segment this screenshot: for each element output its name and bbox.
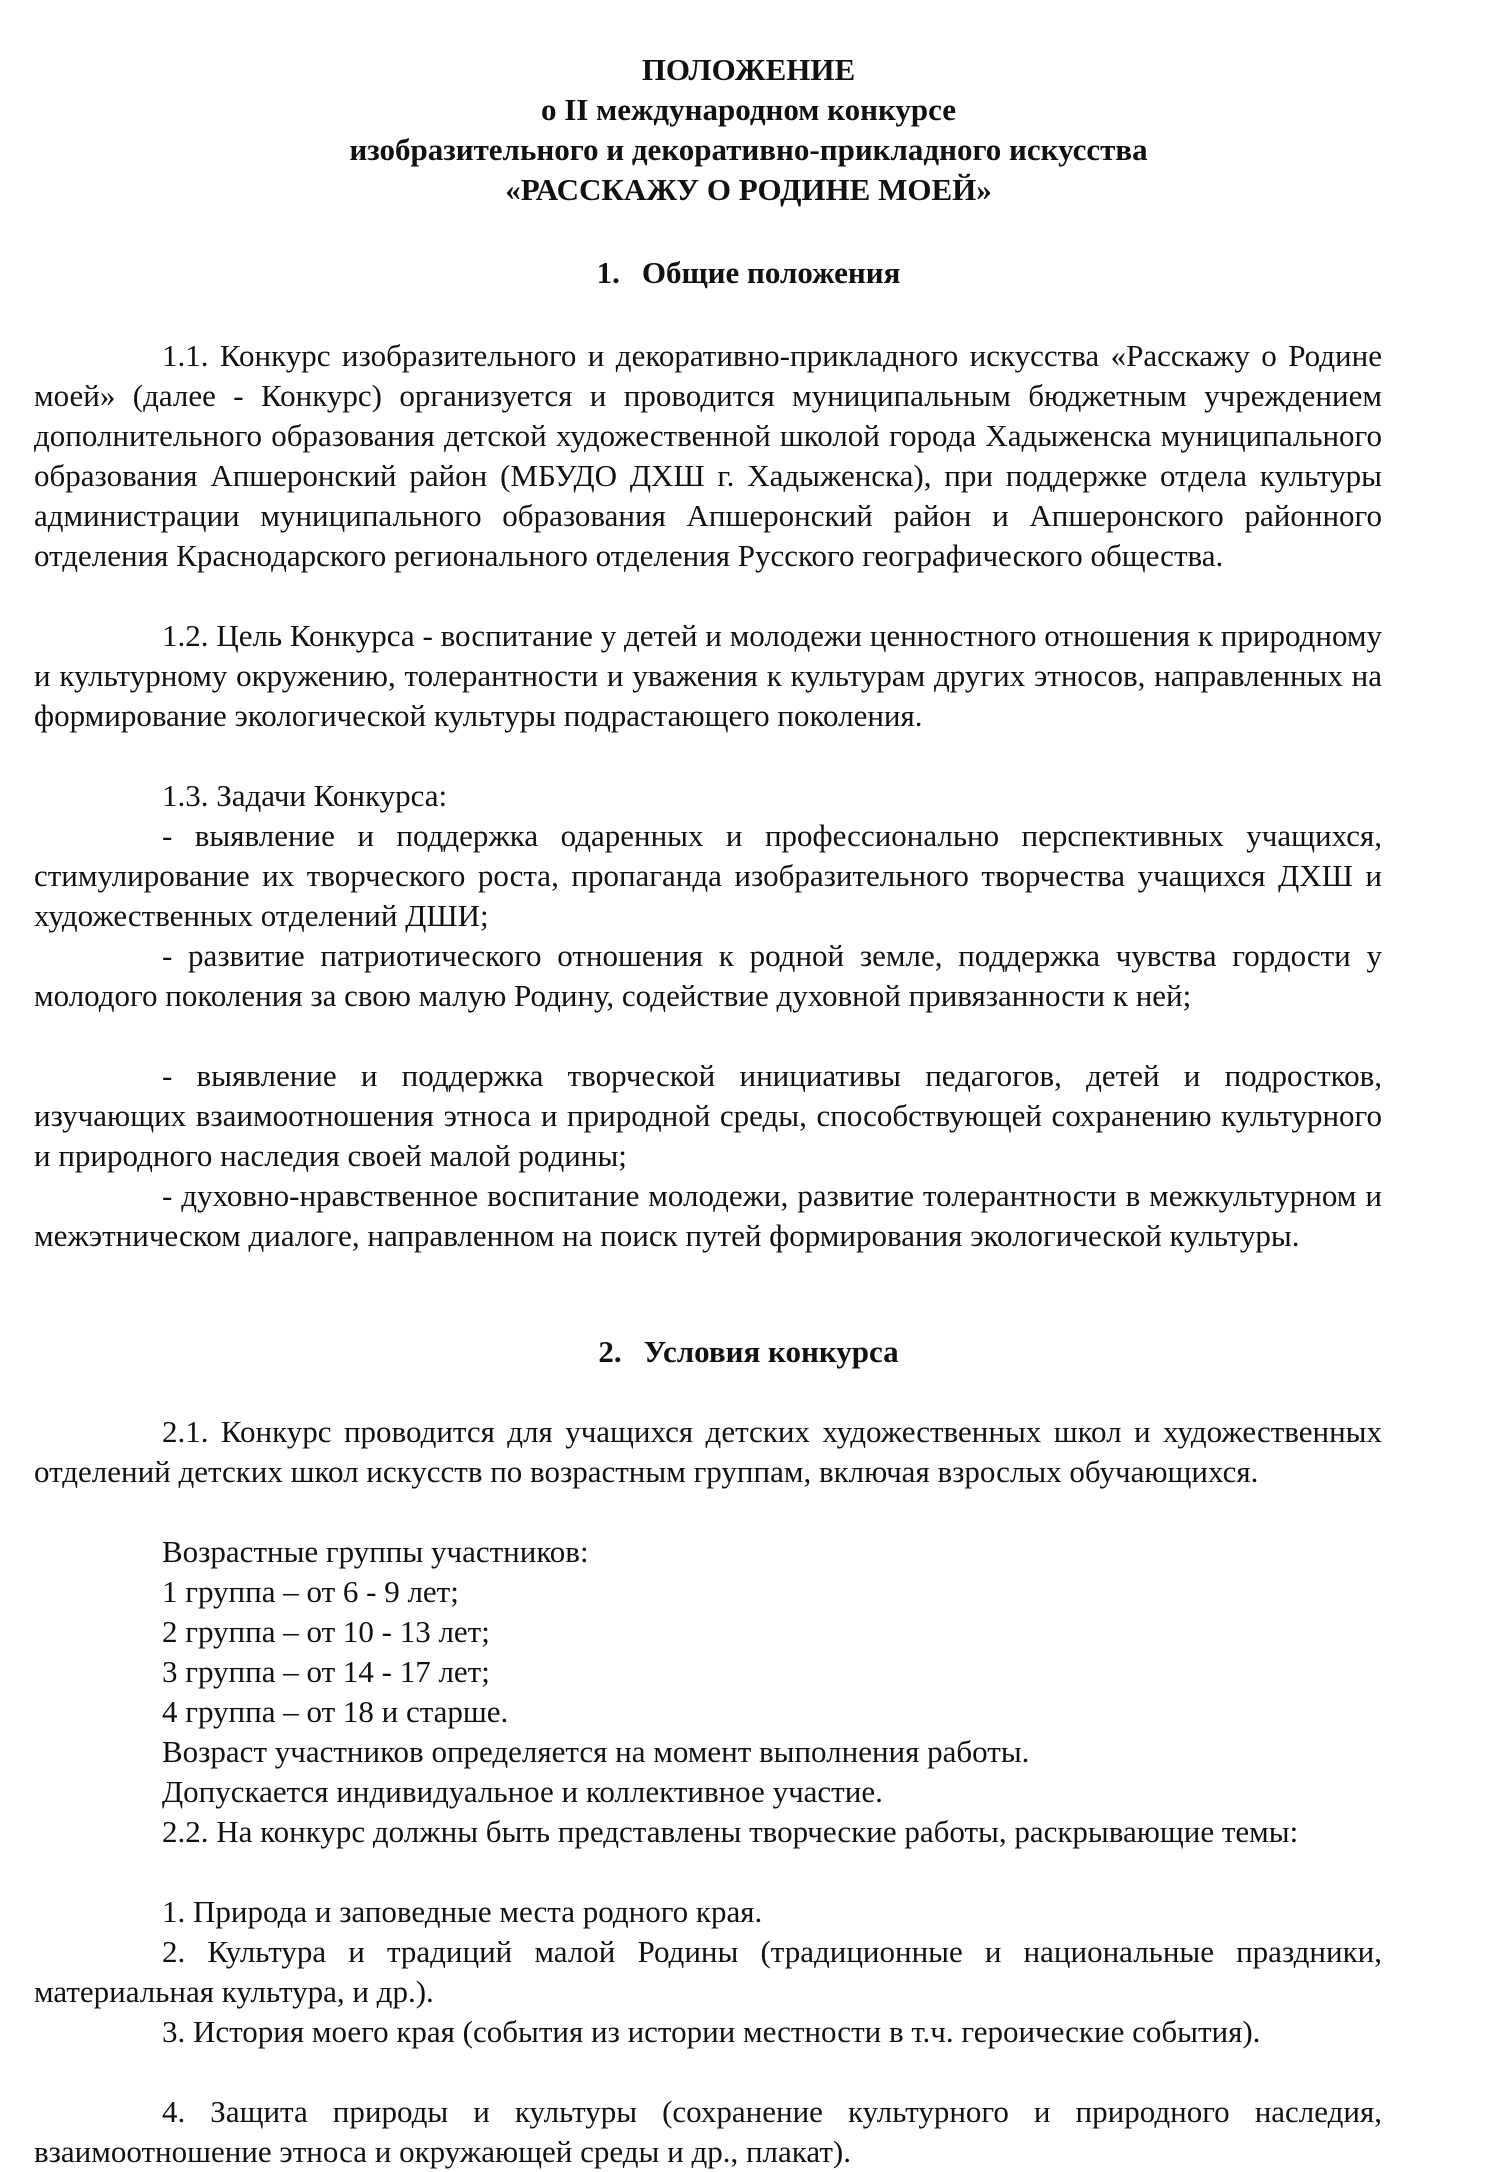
task-item-2: - развитие патриотического отношения к родной земле, поддержка чувства гордости у молодого поколения за свою малую Родину, содействие духовной привязанности к ней; bbox=[34, 938, 1382, 1013]
paragraph-2-2: 2.2. На конкурс должны быть представлены творческие работы, раскрывающие темы: bbox=[162, 1814, 1299, 1849]
age-group-4: 4 группа – от 18 и старше. bbox=[162, 1694, 509, 1729]
age-group-1: 1 группа – от 6 - 9 лет; bbox=[162, 1574, 459, 1609]
doc-contest-name: «РАССКАЖУ О РОДИНЕ МОЕЙ» bbox=[505, 172, 992, 207]
paragraph-1-1: 1.1. Конкурс изобразительного и декоративно-прикладного искусства «Расскажу о Родине моей» (далее - Конкурс) организуется и проводится муниципальным бюджетным учреждением дополнительного образования детской художественной школой города Хадыженска муниципального образования Апшеронский район (МБУДО ДХШ г. Хадыженска), при поддержке отдела культуры администрации муниципального образования Апшеронский район и Апшеронского районного отделения Краснодарского регионального отделения Русского географического общества. bbox=[34, 338, 1382, 573]
task-item-4: - духовно-нравственное воспитание молодежи, развитие толерантности в межкультурном и межэтническом диалоге, направленном на поиск путей формирования экологической культуры. bbox=[34, 1178, 1382, 1253]
theme-3: 3. История моего края (события из истории местности в т.ч. героические события). bbox=[162, 2014, 1261, 2049]
theme-1: 1. Природа и заповедные места родного края. bbox=[162, 1894, 763, 1929]
theme-2: 2. Культура и традиций малой Родины (традиционные и национальные праздники, материальная культура, и др.). bbox=[34, 1934, 1382, 2009]
section-1-title: Общие положения bbox=[641, 255, 901, 290]
section-1-heading bbox=[0, 253, 1497, 293]
paragraph-1-2: 1.2. Цель Конкурса - воспитание у детей и молодежи ценностного отношения к природному и культурному окружению, толерантности и уважения к культурам других этносов, направленных на формирование экологической культуры подрастающего поколения. bbox=[34, 618, 1382, 733]
section-2-heading bbox=[0, 1332, 1497, 1372]
doc-title: ПОЛОЖЕНИЕ bbox=[641, 52, 856, 87]
age-group-3: 3 группа – от 14 - 17 лет; bbox=[162, 1654, 490, 1689]
theme-4: 4. Защита природы и культуры (сохранение культурного и природного наследия, взаимоотношение этноса и окружающей среды и др., плакат). bbox=[34, 2094, 1382, 2169]
task-item-3: - выявление и поддержка творческой инициативы педагогов, детей и подростков, изучающих взаимоотношения этноса и природной среды, способствующей сохранению культурного и природного наследия своей малой родины; bbox=[34, 1058, 1382, 1173]
participation-note: Допускается индивидуальное и коллективное участие. bbox=[162, 1774, 883, 1809]
doc-subtitle-line2: изобразительного и декоративно-прикладного искусства bbox=[349, 132, 1148, 167]
paragraph-2-1: 2.1. Конкурс проводится для учащихся детских художественных школ и художественных отделений детских школ искусств по возрастным группам, включая взрослых обучающихся. bbox=[34, 1414, 1382, 1489]
age-group-2: 2 группа – от 10 - 13 лет; bbox=[162, 1614, 490, 1649]
doc-subtitle-line1: о II международном конкурсе bbox=[540, 92, 957, 127]
section-2-number: 2. bbox=[598, 1334, 622, 1369]
paragraph-1-3: 1.3. Задачи Конкурса: bbox=[162, 778, 448, 813]
age-note: Возраст участников определяется на момент выполнения работы. bbox=[162, 1734, 1030, 1769]
section-1-number: 1. bbox=[596, 255, 620, 290]
age-groups-title: Возрастные группы участников: bbox=[162, 1534, 589, 1569]
section-2-title: Условия конкурса bbox=[643, 1334, 899, 1369]
task-item-1: - выявление и поддержка одаренных и профессионально перспективных учащихся, стимулирование их творческого роста, пропаганда изобразительного творчества учащихся ДХШ и художественных отделений ДШИ; bbox=[34, 818, 1382, 933]
